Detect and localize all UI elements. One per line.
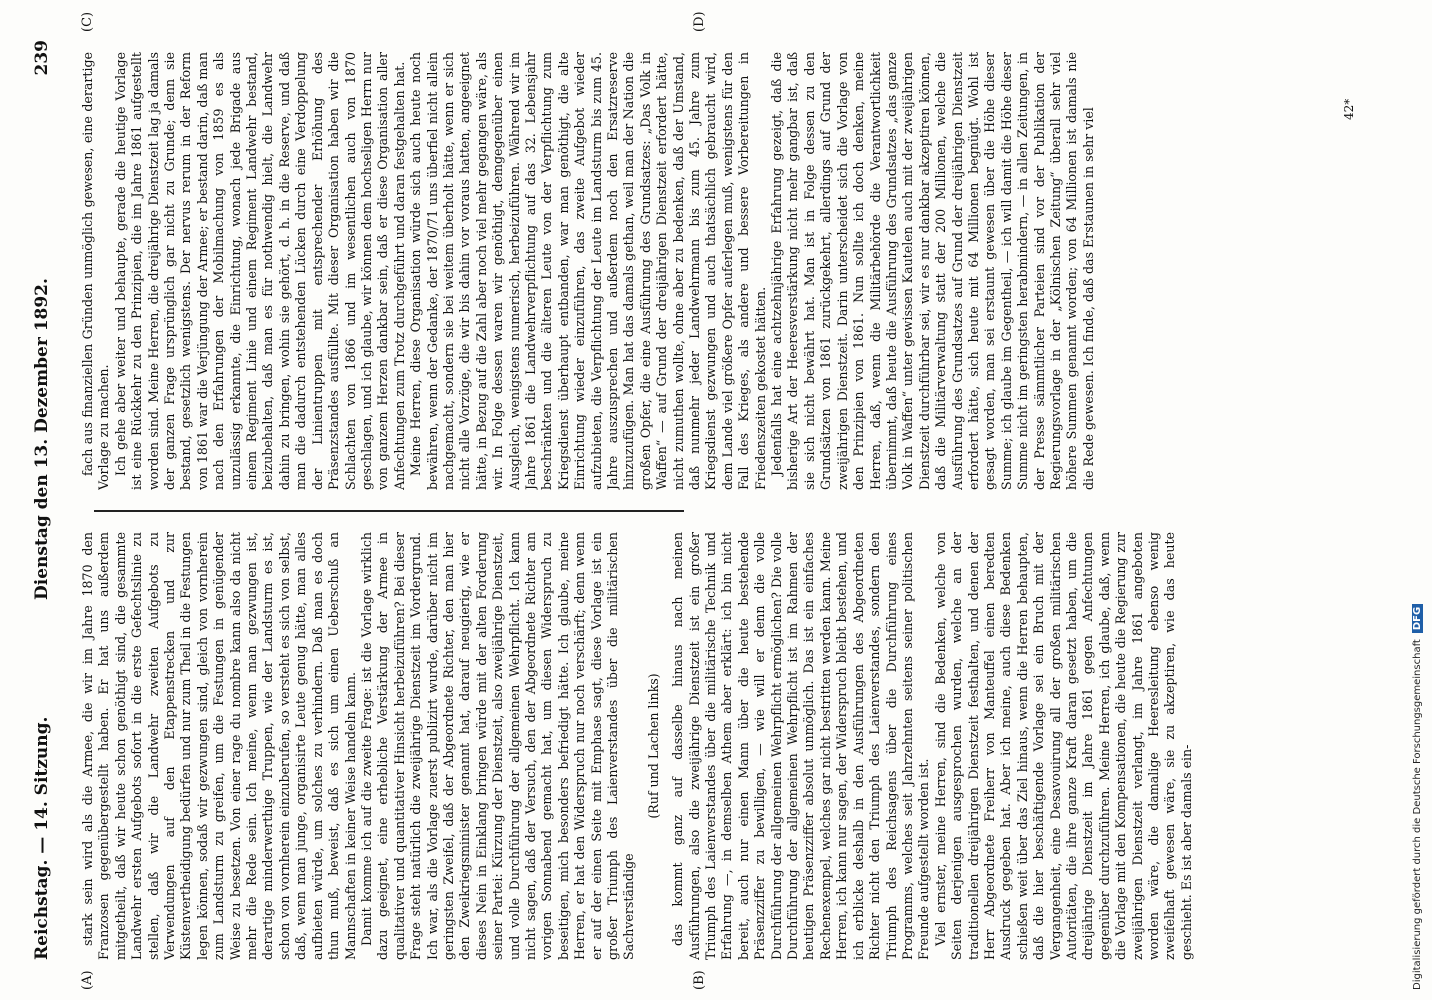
digitization-text: Digitalisierung gefördert durch die Deutsche Forschungsgemeinschaft — [1412, 639, 1423, 990]
paragraph: das kommt ganz auf dasselbe hinaus nach meinen Ausführungen, also die zweijährige Dienstzeit ist ein großer Triumph des Laienverstandes über die militärische Technik und Erfahrung —, in demselben Athem aber erklärt: ich bin nicht bereit, auch nur einen Mann über die heute bestehende Präsenzziffer zu bewilligen, — wie will er denn die volle Durchführung der allgemeinen Wehrpflicht ermöglichen? Die volle Durchführung der allgemeinen Wehrpflicht ist im Rahmen der heutigen Präsenzziffer absolut unmöglich. Das ist ein einfaches Rechenexempel, welches gar nicht bestritten werden kann. Meine Herren, ich kann nur sagen, der Widerspruch bleibt bestehen, und ich erblicke deshalb in den Ausführungen des Abgeordneten Richter nicht den Triumph des Laienverstandes, sondern den Triumph des Reichsagens über die Durchführung eines Programms, welches seit Jahrzehnten seitens seiner politischen Freunde aufgestellt worden ist. — [670, 532, 932, 960]
paragraph: Jedenfalls hat eine achtzehnjährige Erfahrung gezeigt, daß die bisherige Art der Heeresverstärkung nicht mehr gangbar ist, daß sie sich nicht bewährt hat. Man ist in Folge dessen zu den Grundsätzen von 1861 zurückgekehrt, allerdings auf Grund der zweijährigen Dienstzeit. Darin unterscheidet sich die Vorlage von den Prinzipien von 1861. Nun sollte ich doch denken, meine Herren, daß, wenn die Militärbehörde die Verantwortlichkeit übernimmt, daß heute die Ausführung des Grundsatzes „das ganze Volk in Waffen“ unter gewissen Kautelen auch mit der zweijährigen Dienstzeit durchführbar sei, wir es nur dankbar akzeptiren können, daß die Militärverwaltung statt der 200 Millionen, welche die Ausführung des Grundsatzes auf Grund der dreijährigen Dienstzeit erfordert hätte, sich heute mit 64 Millionen begnügt. Wohl ist gesagt worden, man sei erstaunt gewesen über die Höhe dieser Summe; ich glaube im Gegentheil, — ich will damit die Höhe dieser Summe nicht im geringsten herabmindern, — in allen Zeitungen, in der Presse sämmtlicher Parteien sind vor der Publikation der Regierungsvorlage in der „Kölnischen Zeitung“ überall sehr viel höhere Summen genannt worden; von 64 Millionen ist damals nie die Rede gewesen. Ich finde, daß das Erstaunen in sehr viel — [769, 52, 1096, 490]
paragraph: Damit komme ich auf die zweite Frage: ist die Vorlage wirklich dazu geeignet, eine erhebliche Verstärkung der Armee in qualitativer und quantitativer Hinsicht herbeizuführen? Bei dieser Frage steht natürlich die zweijährige Dienstzeit im Vordergrund. Ich war, als die Vorlage zuerst publizirt wurde, darüber nicht im geringsten Zweifel, daß der Abgeordnete Richter, den man hier den Zweikriegsminister genannt hat, darauf neugierig, wie er dieses Nein in Einklang bringen würde mit der alten Forderung seiner Partei: Kürzung der Dienstzeit, also zweijährige Dienstzeit, und volle Durchführung der allgemeinen Wehrpflicht. Ich kann nicht sagen, daß der Versuch, den der Abgeordnete Richter am vorigen Sonnabend gemacht hat, um diesen Widerspruch zu beseitigen, mich besonders befriedigt hätte. Ich glaube, meine Herren, er hat den Widerspruch nur noch verschärft; denn wenn er auf der einen Seite mit Emphase sagt, diese Vorlage ist ein großer Triumph des Laienverstandes über die militärischen Sachverständige — [358, 532, 637, 960]
column-divider — [94, 510, 684, 512]
page-number: 239 — [32, 40, 52, 76]
rotated-page-content — [2, 0, 1402, 1000]
right-text-column — [80, 52, 1350, 490]
interjection: (Ruf und Lachen links) — [645, 673, 661, 819]
paragraph: Ich gehe aber weiter und behaupte, gerade die heutige Vorlage ist eine Rückkehr zu den Prinzipien, die im Jahre 1861 aufgestellt worden sind. Meine Herren, die dreijährige Dienstzeit lag ja damals der ganzen Frage ursprünglich gar nicht zu Grunde; denn sie bestand, gesetzlich wenigstens. Der nervus rerum in der Reform von 1861 war die Verjüngung der Armee; er bestand darin, daß man nach den Erfahrungen der Mobilmachung von 1859 es als unzulässig erkannte, die Einrichtung, wonach jede Brigade aus einem Regiment Linie und einem Regiment Landwehr bestand, beizubehalten, daß man es für nothwendig hielt, die Landwehr dahin zu bringen, wohin sie gehört, d. h. in die Reserve, und daß man die dadurch entstehenden Lücken durch eine Verdoppelung der Linientruppen mit entsprechender Erhöhung des Präsenzstandes ausfüllte. Mit dieser Organisation haben wir die Schlachten von 1866 und im wesentlichen auch von 1870 geschlagen, und ich glaube, wir können dem hochseligen Herrn nur von ganzem Herzen dankbar sein, daß er diese Organisation aller Anfechtungen zum Trotz durchgeführt und daran festgehalten hat. — [112, 52, 407, 490]
header-date: Dienstag den 13. Dezember 1892. — [32, 278, 52, 600]
header-session: Reichstag. — 14. Sitzung. — [32, 716, 52, 960]
margin-marker-d: (D) — [692, 11, 707, 32]
margin-marker-c: (C) — [80, 11, 95, 32]
signature-mark: 42* — [1342, 98, 1356, 120]
margin-marker-a: (A) — [80, 970, 95, 990]
page-header — [32, 30, 62, 960]
digitization-note — [1412, 604, 1423, 990]
paragraph: Viel ernster, meine Herren, sind die Bedenken, welche von Seiten derjenigen ausgesprochen wurden, welche an der traditionellen dreijährigen Dienstzeit festhalten, und denen der Herr Abgeordnete Freiherr von Manteuffel einen beredten Ausdruck gegeben hat. Aber ich meine, auch diese Bedenken schießen weit über das Ziel hinaus, wenn die Herren behaupten, daß die hier beschäftigende Vorlage sei ein Bruch mit der Vergangenheit, eine Desavouirung all der großen militärischen Autoritäten, die ihre ganze Kraft daran gesetzt haben, um die dreijährige Dienstzeit im Jahre 1861 gegen Anfechtungen gegenüber durchzuführen. Meine Herren, ich glaube, daß, wenn die Vorlage mit den Kompensationen, die heute die Regierung zur zweijährigen Dienstzeit verlangt, im Jahre 1861 angeboten worden wäre, die damalige Heeresleitung ebenso wenig zweifelhaft gewesen wäre, sie zu akzeptiren, wie das heute geschieht. Es ist aber damals ein- — [932, 532, 1194, 960]
paragraph: Meine Herren, diese Organisation würde sich auch heute noch bewähren, wenn der Gedanke, der 1870/71 uns überfiel nicht allein nachgemacht, sondern sie bei weitem überholt hätte, wenn er sich nicht alle Vorzüge, die wir bis dahin vor voraus hatten, angeeignet hätte, in Bezug auf die Zahl aber noch viel mehr gegangen wäre, als wir. In Folge dessen waren wir genöthigt, demgegenüber einen Ausgleich, wenigstens numerisch, herbeizuführen. Während wir im Jahre 1861 die Landwehrverpflichtung auf das 32. Lebensjahr beschränkten und die älteren Leute von der Verpflichtung zum Kriegsdienst überhaupt entbanden, war man genöthigt, die alte Einrichtung wieder einzuführen, das zweite Aufgebot wieder aufzubieten, die Verpflichtung der Leute im Landsturm bis zum 45. Jahre auszusprechen und außerdem noch den Ersatzreserve hinzuzufügen. Man hat das damals gethan, weil man der Nation die großen Opfer, die eine Ausführung des Grundsatzes: „Das Volk in Waffen“ — auf Grund der dreijährigen Dienstzeit erfordert hätte, nicht zumuthen wollte, ohne aber zu bedenken, daß der Umstand, daß nunmehr jeder Landwehrmann bis zum 45. Jahre zum Kriegsdienst gezwungen und auch thatsächlich gebraucht wird, dem Lande viel größere Opfer auferlegen muß, wenigstens für den Fall des Krieges, als andere und bessere Vorbereitungen in Friedenszeiten gekostet hätten. — [408, 52, 768, 490]
paragraph: fach aus finanziellen Gründen unmöglich gewesen, eine derartige Vorlage zu machen. — [80, 52, 112, 490]
margin-marker-b: (B) — [692, 970, 707, 990]
paragraph: stark sein wird als die Armee, die wir im Jahre 1870 den Franzosen gegenübergestellt haben. Er hat uns außerdem mitgetheilt, daß wir heute schon genöthigt sind, die gesammte Landwehr ersten Aufgebots sofort in die erste Gefechtslinie zu stellen, daß wir die Landwehr zweiten Aufgebots zu Verwendungen auf den Etappenstrecken und zur Küstenvertheidigung bedürfen und nur zum Theil in die Festungen legen können, sodaß wir gezwungen sind, gleich von vornherein zum Landsturm zu greifen, um die Festungen in genügender Weise zu besetzen. Von einer rage du nombre kann also da nicht mehr die Rede sein. Ich meine, wenn man gezwungen ist, derartige minderwerthige Truppen, wie der Landsturm es ist, schon von vornherein einzuberufen, so versteht es sich von selbst, daß, wenn man junge, organisirte Leute genug hätte, man alles aufbieten würde, um solches zu verhindern. Daß man es doch thun muß, beweist, daß es sich um einen Ueberschuß an Mannschaften in keiner Weise handeln kann. — [80, 532, 358, 960]
left-text-column — [80, 532, 1350, 960]
dfg-logo: DFG — [1412, 604, 1423, 633]
